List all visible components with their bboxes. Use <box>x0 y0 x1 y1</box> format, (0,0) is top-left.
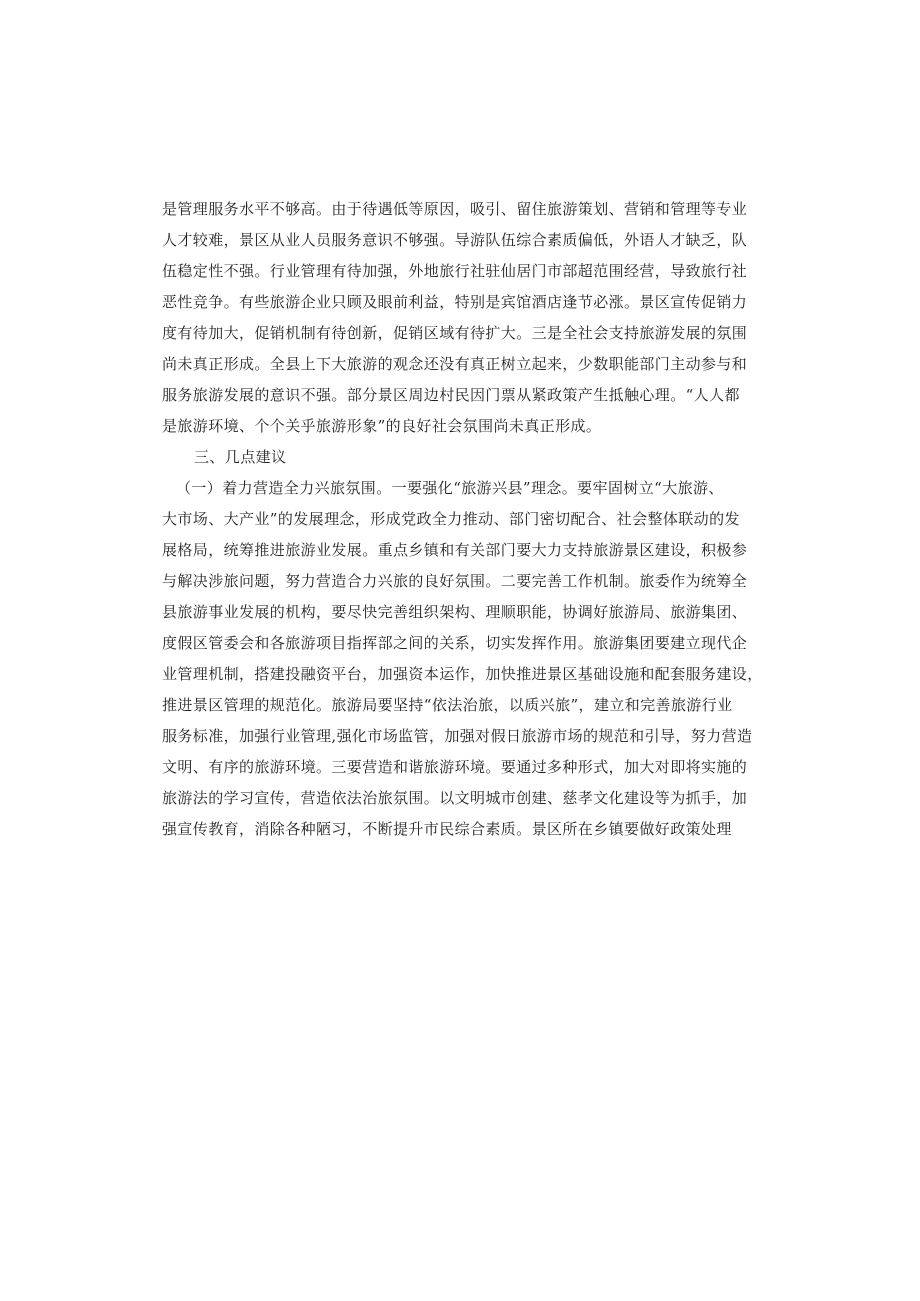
paragraph-line: 推进景区管理的规范化。旅游局要坚持“依法治旅，以质兴旅”，建立和完善旅游行业 <box>162 696 733 714</box>
paragraph-line: 尚未真正形成。全县上下大旅游的观念还没有真正树立起来，少数职能部门主动参与和 <box>162 355 748 373</box>
paragraph-line: 是旅游环境、个个关乎旅游形象”的良好社会氛围尚未真正形成。 <box>162 417 602 435</box>
paragraph-line: 业管理机制，搭建投融资平台，加强资本运作，加快推进景区基础设施和配套服务建设， <box>162 665 763 683</box>
paragraph-line: 度假区管委会和各旅游项目指挥部之间的关系，切实发挥作用。旅游集团要建立现代企 <box>162 634 748 652</box>
paragraph-line: 人才较难，景区从业人员服务意识不够强。导游队伍综合素质偏低，外语人才缺乏，队 <box>162 231 748 249</box>
paragraph-line: 恶性竞争。有些旅游企业只顾及眼前利益，特别是宾馆酒店逢节必涨。景区宣传促销力 <box>162 293 748 311</box>
paragraph-line: 旅游法的学习宣传，营造依法治旅氛围。以文明城市创建、慈孝文化建设等为抓手，加 <box>162 789 748 807</box>
paragraph-line: （一）着力营造全力兴旅氛围。一要强化“旅游兴县”理念。要牢固树立“大旅游、 <box>176 479 724 497</box>
paragraph-line: 文明、有序的旅游环境。三要营造和谐旅游环境。要通过多种形式，加大对即将实施的 <box>162 758 748 776</box>
paragraph-line: 强宣传教育，消除各种陋习，不断提升市民综合素质。景区所在乡镇要做好政策处理 <box>162 820 732 838</box>
section-heading: 三、几点建议 <box>194 448 287 466</box>
paragraph-line: 与解决涉旅问题，努力营造合力兴旅的良好氛围。二要完善工作机制。旅委作为统筹全 <box>162 572 748 590</box>
paragraph-line: 服务旅游发展的意识不强。部分景区周边村民因门票从紧政策产生抵触心理。“人人都 <box>162 386 740 404</box>
paragraph-line: 服务标准，加强行业管理,强化市场监管，加强对假日旅游市场的规范和引导，努力营造 <box>162 727 753 745</box>
paragraph-line: 县旅游事业发展的机构，要尽快完善组织架构、理顺职能，协调好旅游局、旅游集团、 <box>162 603 748 621</box>
paragraph-line: 伍稳定性不强。行业管理有待加强，外地旅行社驻仙居门市部超范围经营，导致旅行社 <box>162 262 748 280</box>
paragraph-line: 度有待加大，促销机制有待创新，促销区域有待扩大。三是全社会支持旅游发展的氛围 <box>162 324 748 342</box>
paragraph-line: 是管理服务水平不够高。由于待遇低等原因，吸引、留住旅游策划、营销和管理等专业 <box>162 200 748 218</box>
paragraph-line: 大市场、大产业”的发展理念，形成党政全力推动、部门密切配合、社会整体联动的发 <box>162 510 740 528</box>
paragraph-line: 展格局，统筹推进旅游业发展。重点乡镇和有关部门要大力支持旅游景区建设，积极参 <box>162 541 748 559</box>
